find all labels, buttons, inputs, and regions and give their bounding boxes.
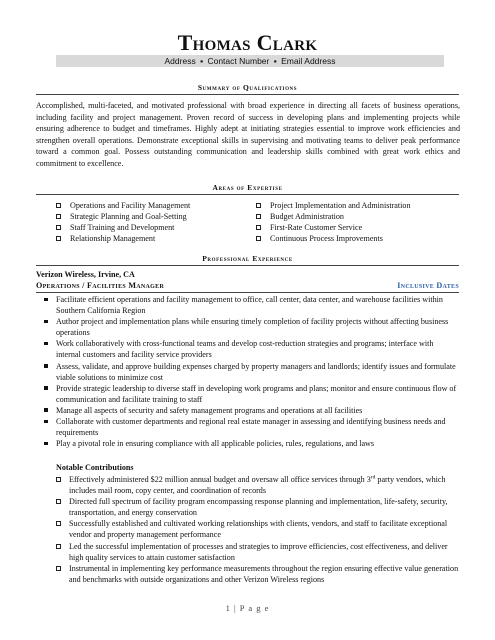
square-bullet-icon [44, 442, 48, 446]
section-divider [36, 265, 459, 266]
checkbox-bullet-icon [56, 236, 61, 241]
duty-item: Collaborate with customer departments and regional real estate manager in assessing and identifying business needs and requirements [42, 416, 460, 438]
summary-text: Accomplished, multi-faceted, and motivated professional with broad experience in directing all facets of business operations, including facility and project management. Proven record of success in developing plans and implementing projects while ensuring adherence to budget and timeframes. Highly adept at initiating strategies essential to improve work efficiencies and strengthen overall operations. Demonstrate exceptional skills in supervising and motivating teams to deliver peak performance toward a common goal. Possess outstanding communication and leadership skills combined with great work ethics and commitment to excellence. [36, 101, 460, 168]
expertise-item: Operations and Facility Management [56, 200, 246, 211]
checkbox-bullet-icon [56, 225, 61, 230]
checkbox-bullet-icon [256, 203, 261, 208]
square-bullet-icon [44, 298, 48, 302]
job-company: Verizon Wireless, Irvine, CA [36, 270, 135, 279]
contact-email: Email Address [281, 56, 336, 66]
expertise-item: Continuous Process Improvements [256, 233, 446, 244]
duty-item: Facilitate efficient operations and facility management to office, call center, data center, and warehouse facilities within Southern California Region [42, 294, 460, 316]
duty-item: Play a pivotal role in ensuring compliance with all applicable policies, rules, regulations, and laws [42, 438, 460, 449]
checkbox-bullet-icon [56, 566, 61, 571]
expertise-item: Budget Administration [256, 211, 446, 222]
areas-heading: Areas of Expertise [212, 183, 283, 192]
checkbox-bullet-icon [56, 477, 61, 482]
square-bullet-icon [44, 364, 48, 368]
candidate-name: Thomas Clark [177, 30, 318, 55]
contribution-item: Directed full spectrum of facility program encompassing response planning and implementation, life-safety, security, transportation, and energy conservation [56, 496, 460, 518]
job-duties-list [42, 294, 460, 449]
duty-item: Work collaboratively with cross-functional teams and develop cost-reduction strategies and programs; interface with internal customers and facility service providers [42, 338, 460, 360]
areas-column-left [56, 200, 246, 244]
areas-column-right [256, 200, 446, 244]
square-bullet-icon [44, 320, 48, 324]
duty-item: Manage all aspects of security and safety management programs and operations at all facilities [42, 405, 460, 416]
checkbox-bullet-icon [256, 236, 261, 241]
checkbox-bullet-icon [56, 214, 61, 219]
square-bullet-icon [44, 408, 48, 412]
checkbox-bullet-icon [256, 225, 261, 230]
summary-heading: Summary of Qualifications [197, 83, 298, 92]
expertise-item: Strategic Planning and Goal-Setting [56, 211, 246, 222]
square-bullet-icon [44, 420, 48, 424]
square-bullet-icon [44, 342, 48, 346]
contributions-list [56, 474, 460, 585]
contribution-item: Instrumental in implementing key performance measurements throughout the region ensuring effective value generation and benchmarks with outside organizations and other Verizon Wireless regions [56, 563, 460, 585]
expertise-item: Staff Training and Development [56, 222, 246, 233]
job-divider [36, 292, 459, 293]
contact-bar [56, 55, 444, 67]
checkbox-bullet-icon [256, 214, 261, 219]
experience-heading: Professional Experience [202, 254, 293, 263]
checkbox-bullet-icon [56, 544, 61, 549]
contributions-heading: Notable Contributions [56, 463, 134, 472]
contribution-item: Effectively administered $22 million annual budget and oversaw all office services through 3rd party vendors, which includes mail room, copy center, and coordination of records [56, 474, 460, 496]
square-bullet-icon [44, 386, 48, 390]
expertise-item: First-Rate Customer Service [256, 222, 446, 233]
duty-item: Assess, validate, and approve building expenses charged by property managers and landlords; identify issues and formulate viable solutions to minimize cost [42, 361, 460, 383]
checkbox-bullet-icon [56, 521, 61, 526]
checkbox-bullet-icon [56, 499, 61, 504]
checkbox-bullet-icon [56, 203, 61, 208]
job-title: Operations / Facilities Manager [36, 281, 165, 290]
expertise-item: Project Implementation and Administration [256, 200, 446, 211]
job-dates: Inclusive Dates [397, 281, 459, 290]
duty-item: Provide strategic leadership to diverse staff in developing work programs and plans; monitor and ensure continuous flow of communication and facilitate training to staff [42, 383, 460, 405]
section-divider [36, 94, 459, 95]
page-footer: 1 | P a g e [225, 603, 270, 613]
contact-separator: ▪ [273, 56, 277, 66]
contact-address: Address [164, 56, 196, 66]
contribution-item: Successfully established and cultivated working relationships with clients, vendors, and staff to facilitate exceptional vendor and property management performance [56, 518, 460, 540]
expertise-item: Relationship Management [56, 233, 246, 244]
contribution-item: Led the successful implementation of processes and strategies to improve efficiencies, cost effectiveness, and deliver high quality services to attain customer satisfaction [56, 541, 460, 563]
section-divider [36, 194, 459, 195]
contact-phone: Contact Number [207, 56, 270, 66]
contact-separator: ▪ [200, 56, 204, 66]
duty-item: Author project and implementation plans while ensuring timely completion of facility projects without affecting business operations [42, 316, 460, 338]
